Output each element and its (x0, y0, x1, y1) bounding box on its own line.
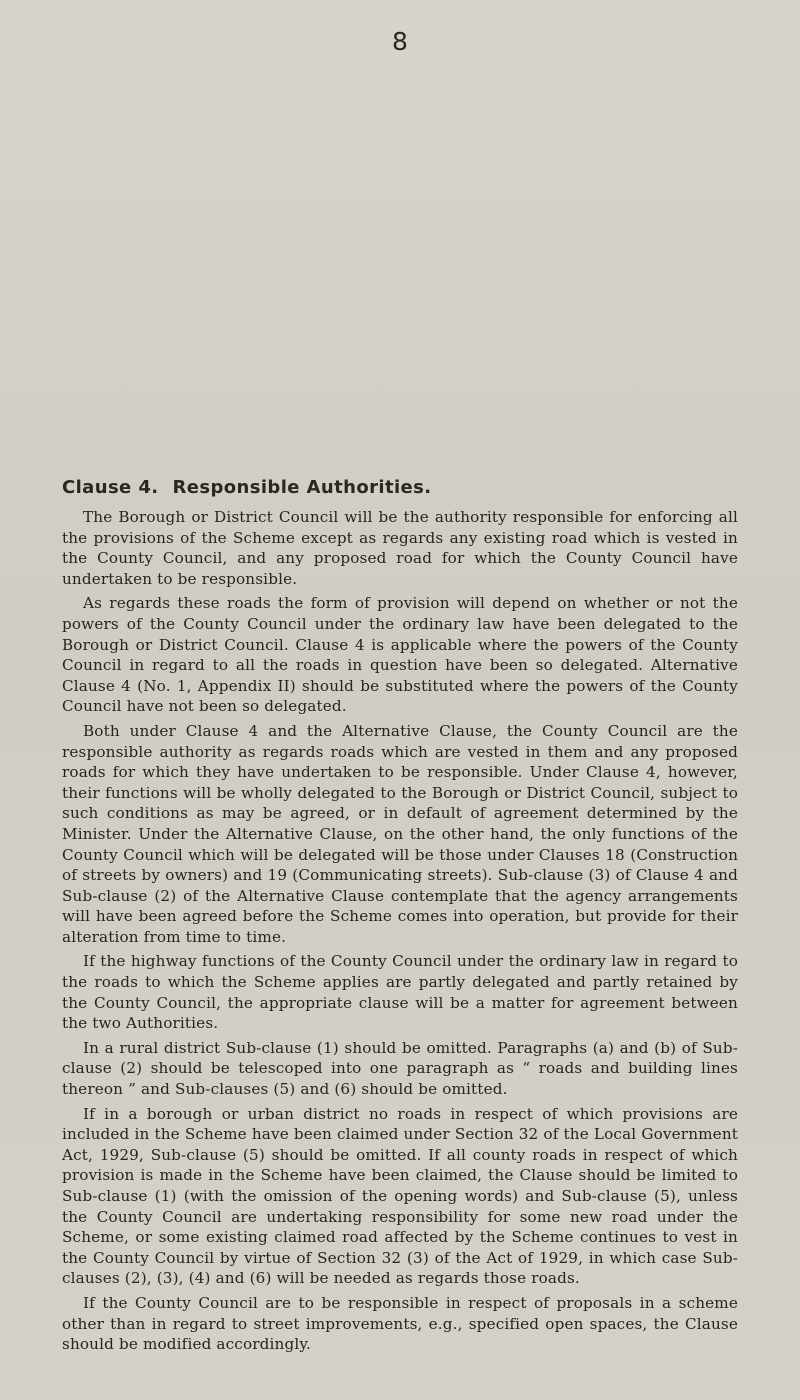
paragraph-1: The Borough or District Council will be the authority responsible for enforcing all the provisions of the Scheme except as regards any existing road which is vested in the County Council, and any proposed road for which the County Council have undertaken to be responsible. (62, 508, 738, 588)
paragraph-4: If the highway functions of the County Council under the ordinary law in regard to the roads to which the Scheme applies are partly delegated and partly retained by the County Council, the appropriate clause will be a matter for agreement between the two Authorities. (62, 952, 738, 1033)
clause-number: Clause 4. (62, 477, 159, 498)
clause-title: Responsible Authorities. (172, 477, 432, 498)
clause-section (62, 475, 738, 1359)
page-number: 8 (392, 27, 408, 56)
paragraph-3: Both under Clause 4 and the Alternative Clause, the County Council are the responsible authority as regards roads which are vested in them and any proposed roads for which they have undertaken to be responsible. Under Clause 4, however, their functions will be wholly delegated to the Borough or District Council, subject to such conditions as may be agreed, or in default of agreement determined by the Minister. Under the Alternative Clause, on the other hand, the only functions of the County Council which will be delegated will be those under Clauses 18 (Construction of streets by owners) and 19 (Communicating streets). Sub-clause (3) of Clause 4 and Sub-clause (2) of the Alternative Clause contemplate that the agency arrangements will have been agreed before the Scheme comes into operation, but provide for their alteration from time to time. (62, 721, 738, 946)
paragraph-6: If in a borough or urban district no roads in respect of which provisions are included in the Scheme have been claimed under Section 32 of the Local Government Act, 1929, Sub-clause (5) should be omitted. If all county roads in respect of which provision is made in the Scheme have been claimed, the Clause should be limited to Sub-clause (1) (with the omission of the opening words) and Sub-clause (5), unless the County Council are undertaking responsibility for some new road under the Scheme, or some existing claimed road affected by the Scheme continues to vest in the County Council by virtue of Section 32 (3) of the Act of 1929, in which case Sub-clauses (2), (3), (4) and (6) will be needed as regards those roads. (62, 1104, 738, 1288)
paragraph-7: If the County Council are to be responsible in respect of proposals in a scheme other than in regard to street improvements, e.g., specified open spaces, the Clause should be modified accordingly. (62, 1293, 738, 1354)
clause-heading (62, 475, 738, 501)
paragraph-2: As regards these roads the form of provision will depend on whether or not the powers of the County Council under the ordinary law have been delegated to the Borough or District Council. Clause 4 is applicable where the powers of the County Council in regard to all the roads in question have been so delegated. Alternative Clause 4 (No. 1, Appendix II) should be substituted where the powers of the County Council have not been so delegated. (62, 594, 738, 716)
paragraph-5: In a rural district Sub-clause (1) should be omitted. Paragraphs (a) and (b) of Sub-clause (2) should be telescoped into one paragraph as “ roads and building lines thereon ” and Sub-clauses (5) and (6) should be omitted. (62, 1038, 738, 1099)
